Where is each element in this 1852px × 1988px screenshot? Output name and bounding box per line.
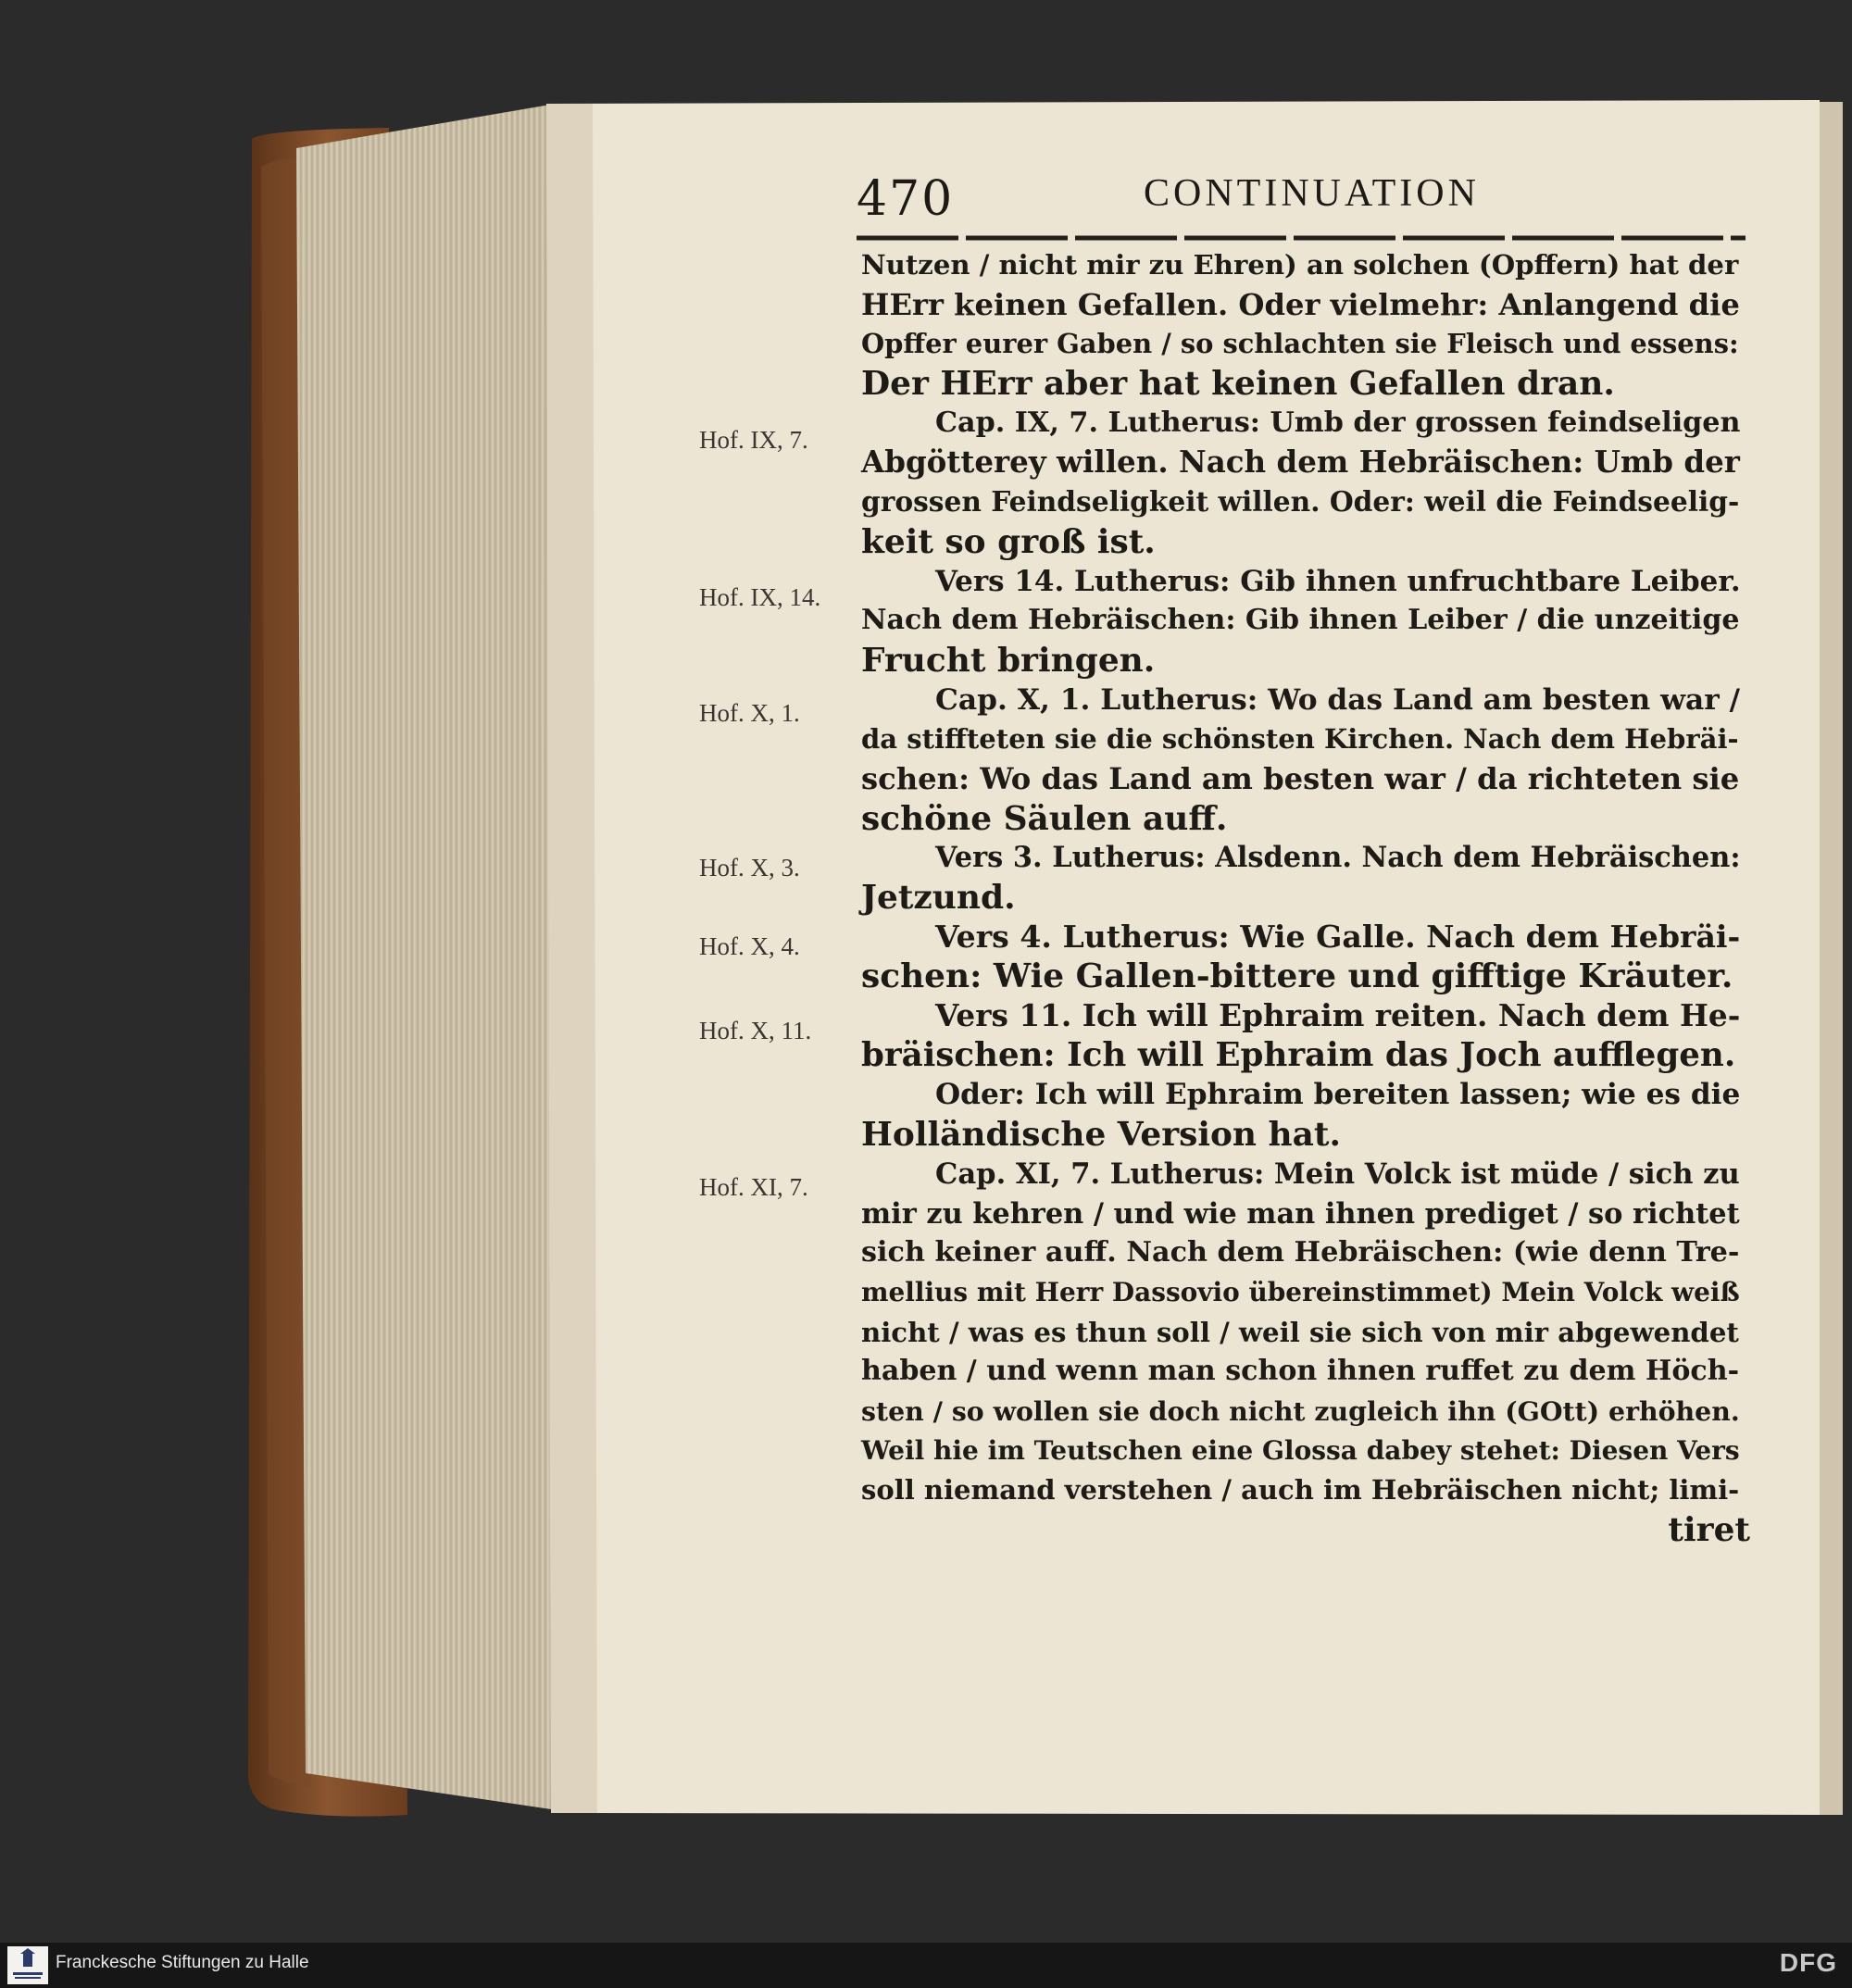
text-line: Jetzund. — [861, 878, 1016, 917]
text-line: Vers 4. Lutherus: Wie Galle. Nach dem Hebräi- — [935, 918, 1741, 955]
text-line: Nutzen / nicht mir zu Ehren) an solchen (Opffern) hat der — [861, 249, 1739, 281]
text-line: haben / und wenn man schon ihnen ruffet zu dem Höch- — [861, 1355, 1740, 1388]
text-line: grossen Feindseligkeit willen. Oder: weil die Feindseelig- — [861, 485, 1740, 519]
margin-note: Hof. XI, 7. — [699, 1173, 808, 1201]
catchword: tiret — [1668, 1510, 1750, 1549]
text-line: da stiffteten sie die schönsten Kirchen. Nach dem Hebräi- — [861, 723, 1739, 756]
text-line: Der HErr aber hat keinen Gefallen dran. — [861, 364, 1615, 404]
running-head: CONTINUATION — [1144, 172, 1480, 215]
text-line: Cap. IX, 7. Lutherus: Umb der grossen feindseligen — [935, 406, 1741, 439]
institution-logo-icon — [7, 1946, 48, 1984]
text-line: mellius mit Herr Dassovio übereinstimmet) Mein Volck weiß — [861, 1276, 1740, 1307]
margin-note: Hof. IX, 7. — [699, 426, 808, 454]
text-line: HErr keinen Gefallen. Oder vielmehr: Anlangend die — [861, 286, 1740, 322]
text-line: schöne Säulen auff. — [861, 798, 1228, 838]
margin-note: Hof. X, 4. — [699, 932, 800, 960]
viewer-footer — [0, 1943, 1852, 1988]
text-line: sich keiner auff. Nach dem Hebräischen: (wie denn Tre- — [861, 1236, 1740, 1269]
page-edges — [296, 104, 557, 1810]
text-line: Weil hie im Teutschen eine Glossa dabey stehet: Diesen Vers — [861, 1434, 1740, 1466]
text-line: Abgötterey willen. Nach dem Hebräischen: Umb der — [861, 444, 1740, 481]
text-line: bräischen: Ich will Ephraim das Joch aufflegen. — [861, 1035, 1736, 1074]
text-line: Cap. XI, 7. Lutherus: Mein Volck ist müde / sich zu — [935, 1157, 1740, 1191]
text-line: Vers 3. Lutherus: Alsdenn. Nach dem Hebräischen: — [935, 841, 1741, 875]
text-line: sten / so wollen sie doch nicht zugleich ihn (GOtt) erhöhen. — [861, 1394, 1740, 1427]
text-line: keit so groß ist. — [861, 521, 1156, 561]
text-line: Nach dem Hebräischen: Gib ihnen Leiber / die unzeitige — [861, 604, 1740, 637]
text-line: Frucht bringen. — [861, 640, 1156, 680]
institution-name: Franckesche Stiftungen zu Halle — [56, 1953, 309, 1972]
dfg-logo: DFG — [1779, 1948, 1837, 1977]
text-line: Holländische Version hat. — [861, 1115, 1341, 1155]
margin-note: Hof. X, 3. — [699, 854, 800, 881]
margin-note: Hof. IX, 14. — [699, 583, 821, 611]
text-line: schen: Wie Gallen-bittere und gifftige Kräuter. — [861, 956, 1733, 996]
page-header — [857, 171, 1750, 236]
text-line: Vers 11. Ich will Ephraim reiten. Nach dem He- — [935, 997, 1741, 1034]
margin-note: Hof. X, 11. — [699, 1017, 812, 1044]
text-line: Vers 14. Lutherus: Gib ihnen unfruchtbare Leiber. — [935, 564, 1741, 598]
text-line: Oder: Ich will Ephraim bereiten lassen; wie es die — [935, 1078, 1741, 1112]
text-line: mir zu kehren / und wie man ihnen prediget / so richtet — [861, 1196, 1740, 1231]
margin-note: Hof. X, 1. — [699, 699, 800, 727]
text-line: nicht / was es thun soll / weil sie sich von mir abgewendet — [861, 1316, 1739, 1348]
text-line: Opffer eurer Gaben / so schlachten sie Fleisch und essens: — [861, 328, 1739, 360]
text-line: schen: Wo das Land am besten war / da richteten sie — [861, 760, 1740, 796]
page-number: 470 — [857, 171, 955, 227]
text-line: Cap. X, 1. Lutherus: Wo das Land am besten war / — [935, 682, 1741, 717]
body-text — [861, 245, 1750, 1550]
text-line: soll niemand verstehen / auch im Hebräischen nicht; limi- — [861, 1474, 1740, 1507]
